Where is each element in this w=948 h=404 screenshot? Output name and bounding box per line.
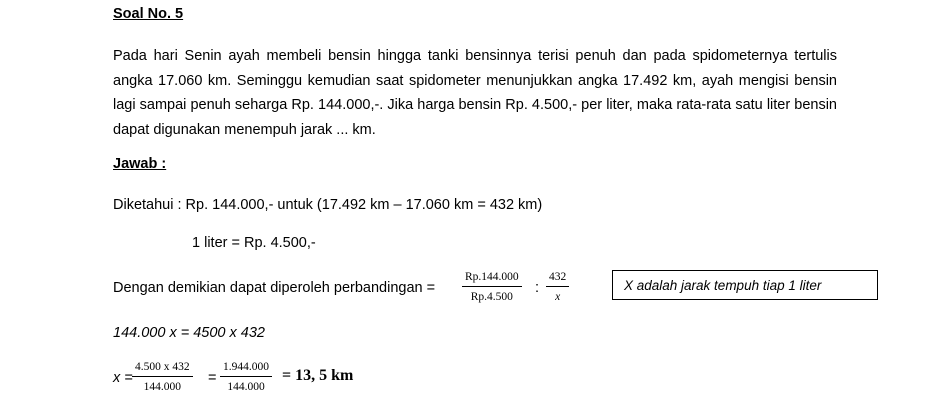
fraction-numerator: Rp.144.000 bbox=[462, 270, 522, 287]
solution-equals: = bbox=[208, 370, 217, 386]
answer-heading: Jawab : bbox=[113, 156, 167, 172]
ratio-fraction-distance bbox=[546, 270, 569, 304]
fraction-denominator: 144.000 bbox=[227, 381, 265, 393]
definition-note-box: X adalah jarak tempuh tiap 1 liter bbox=[612, 270, 878, 300]
question-paragraph: Pada hari Senin ayah membeli bensin hingga tanki bensinnya terisi penuh dan pada spidometernya tertulis angka 17.060 km. Seminggu kemudian saat spidometer menunjukkan angka 17.492 km, ayah mengisi bensin lagi sampai penuh seharga Rp. 144.000,-. Jika harga bensin Rp. 4.500,- per liter, maka rata-rata satu liter bensin dapat digunakan menempuh jarak ... km. bbox=[113, 48, 837, 138]
liter-price-line: 1 liter = Rp. 4.500,- bbox=[192, 235, 316, 251]
ratio-colon: : bbox=[535, 280, 540, 296]
ratio-text: Dengan demikian dapat diperoleh perbandingan = bbox=[113, 280, 436, 296]
solution-lhs: x = bbox=[113, 370, 133, 386]
fraction-denominator: 144.000 bbox=[143, 381, 181, 393]
fraction-numerator: 1.944.000 bbox=[220, 360, 272, 377]
ratio-fraction-money bbox=[462, 270, 522, 304]
fraction-denominator: Rp.4.500 bbox=[470, 291, 513, 303]
equation-line: 144.000 x = 4500 x 432 bbox=[113, 325, 265, 341]
fraction-numerator: 432 bbox=[546, 270, 569, 287]
solution-result: = 13, 5 km bbox=[282, 367, 354, 384]
known-line: Diketahui : Rp. 144.000,- untuk (17.492 km – 17.060 km = 432 km) bbox=[113, 197, 543, 213]
solution-fraction-2 bbox=[220, 360, 272, 394]
fraction-denominator: x bbox=[555, 291, 561, 303]
solution-fraction-1 bbox=[132, 360, 193, 394]
problem-title: Soal No. 5 bbox=[113, 6, 184, 22]
fraction-numerator: 4.500 x 432 bbox=[132, 360, 193, 377]
